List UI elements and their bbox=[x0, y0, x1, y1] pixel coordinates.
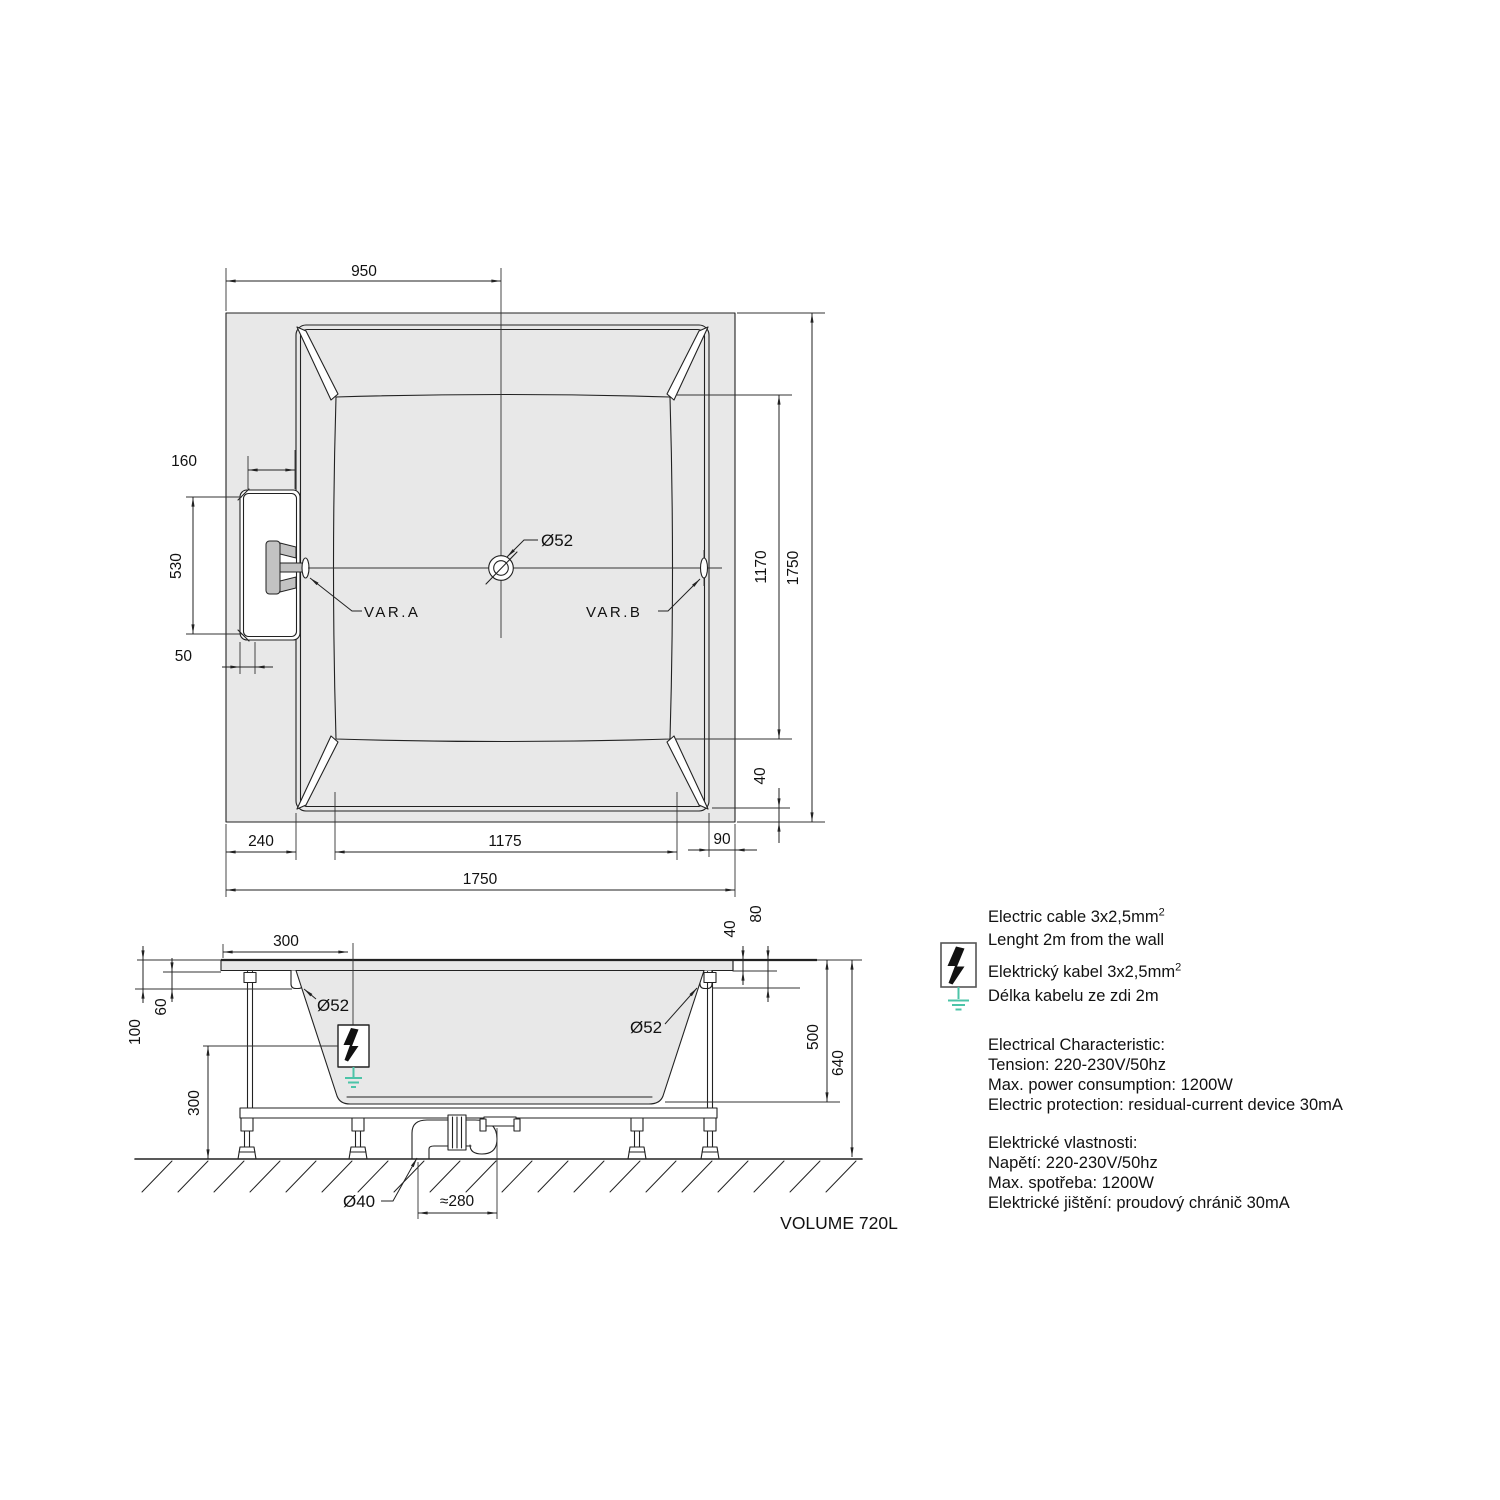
var-b-label: VAR.B bbox=[586, 604, 643, 621]
dim-80: 80 bbox=[748, 905, 765, 923]
side-view bbox=[127, 905, 898, 1233]
frame-legs bbox=[238, 1118, 719, 1159]
volume-label: VOLUME 720L bbox=[780, 1213, 898, 1233]
note-cz-cable-2: Délka kabelu ze zdi 2m bbox=[988, 987, 1159, 1005]
dim-90: 90 bbox=[713, 831, 731, 848]
dim-240: 240 bbox=[248, 833, 274, 850]
dim-1750-right: 1750 bbox=[785, 550, 802, 586]
drain-label: Ø52 bbox=[541, 531, 574, 550]
note-en-char-title: Electrical Characteristic: bbox=[988, 1036, 1165, 1054]
floor bbox=[135, 1159, 862, 1192]
drain-trap-icon bbox=[412, 1115, 520, 1159]
note-en-cable-2: Lenght 2m from the wall bbox=[988, 931, 1165, 949]
label-o40: Ø40 bbox=[343, 1192, 376, 1211]
note-cz-char-3: Elektrické jištění: proudový chránič 30mA bbox=[988, 1194, 1290, 1212]
note-en-char-2: Max. power consumption: 1200W bbox=[988, 1076, 1233, 1094]
dim-1750-bottom: 1750 bbox=[462, 871, 498, 888]
note-cz-cable-1: Elektrický kabel $3x2,5mm^2$ bbox=[988, 961, 1182, 981]
note-cz-char-title: Elektrické vlastnosti: bbox=[988, 1134, 1138, 1152]
dim-500: 500 bbox=[805, 1024, 822, 1050]
dim-950: 950 bbox=[351, 263, 377, 280]
frame-rail bbox=[240, 1108, 717, 1118]
dim-50: 50 bbox=[174, 648, 192, 665]
var-a-label: VAR.A bbox=[364, 604, 421, 621]
note-en-cable-1: Electric cable $3x2,5mm^2$ bbox=[988, 906, 1165, 926]
label-o52-right: Ø52 bbox=[630, 1018, 663, 1037]
note-cz-char-2: Max. spotřeba: 1200W bbox=[988, 1174, 1154, 1192]
label-o52-left: Ø52 bbox=[317, 996, 350, 1015]
ground-symbol-icon bbox=[948, 987, 969, 1010]
side-deck bbox=[221, 960, 733, 971]
dim-300-left: 300 bbox=[186, 1090, 203, 1116]
note-en-char-3: Electric protection: residual-current device 30mA bbox=[988, 1096, 1343, 1114]
dim-60: 60 bbox=[153, 998, 170, 1016]
dim-300-top: 300 bbox=[273, 933, 299, 950]
dim-100: 100 bbox=[127, 1019, 144, 1045]
note-cz-char-1: Napětí: 220-230V/50hz bbox=[988, 1154, 1158, 1172]
note-en-char-1: Tension: 220-230V/50hz bbox=[988, 1056, 1166, 1074]
dim-1170: 1170 bbox=[753, 550, 770, 584]
dim-160: 160 bbox=[171, 453, 197, 470]
dim-640: 640 bbox=[830, 1050, 847, 1076]
dim-1175: 1175 bbox=[488, 833, 522, 850]
dim-530: 530 bbox=[168, 553, 185, 579]
plan-view bbox=[168, 263, 825, 897]
dim-280: ≈280 bbox=[439, 1193, 475, 1210]
dim-40-edge: 40 bbox=[752, 767, 769, 785]
electric-symbol-legend bbox=[941, 943, 976, 1010]
dim-40-deck: 40 bbox=[722, 920, 739, 938]
